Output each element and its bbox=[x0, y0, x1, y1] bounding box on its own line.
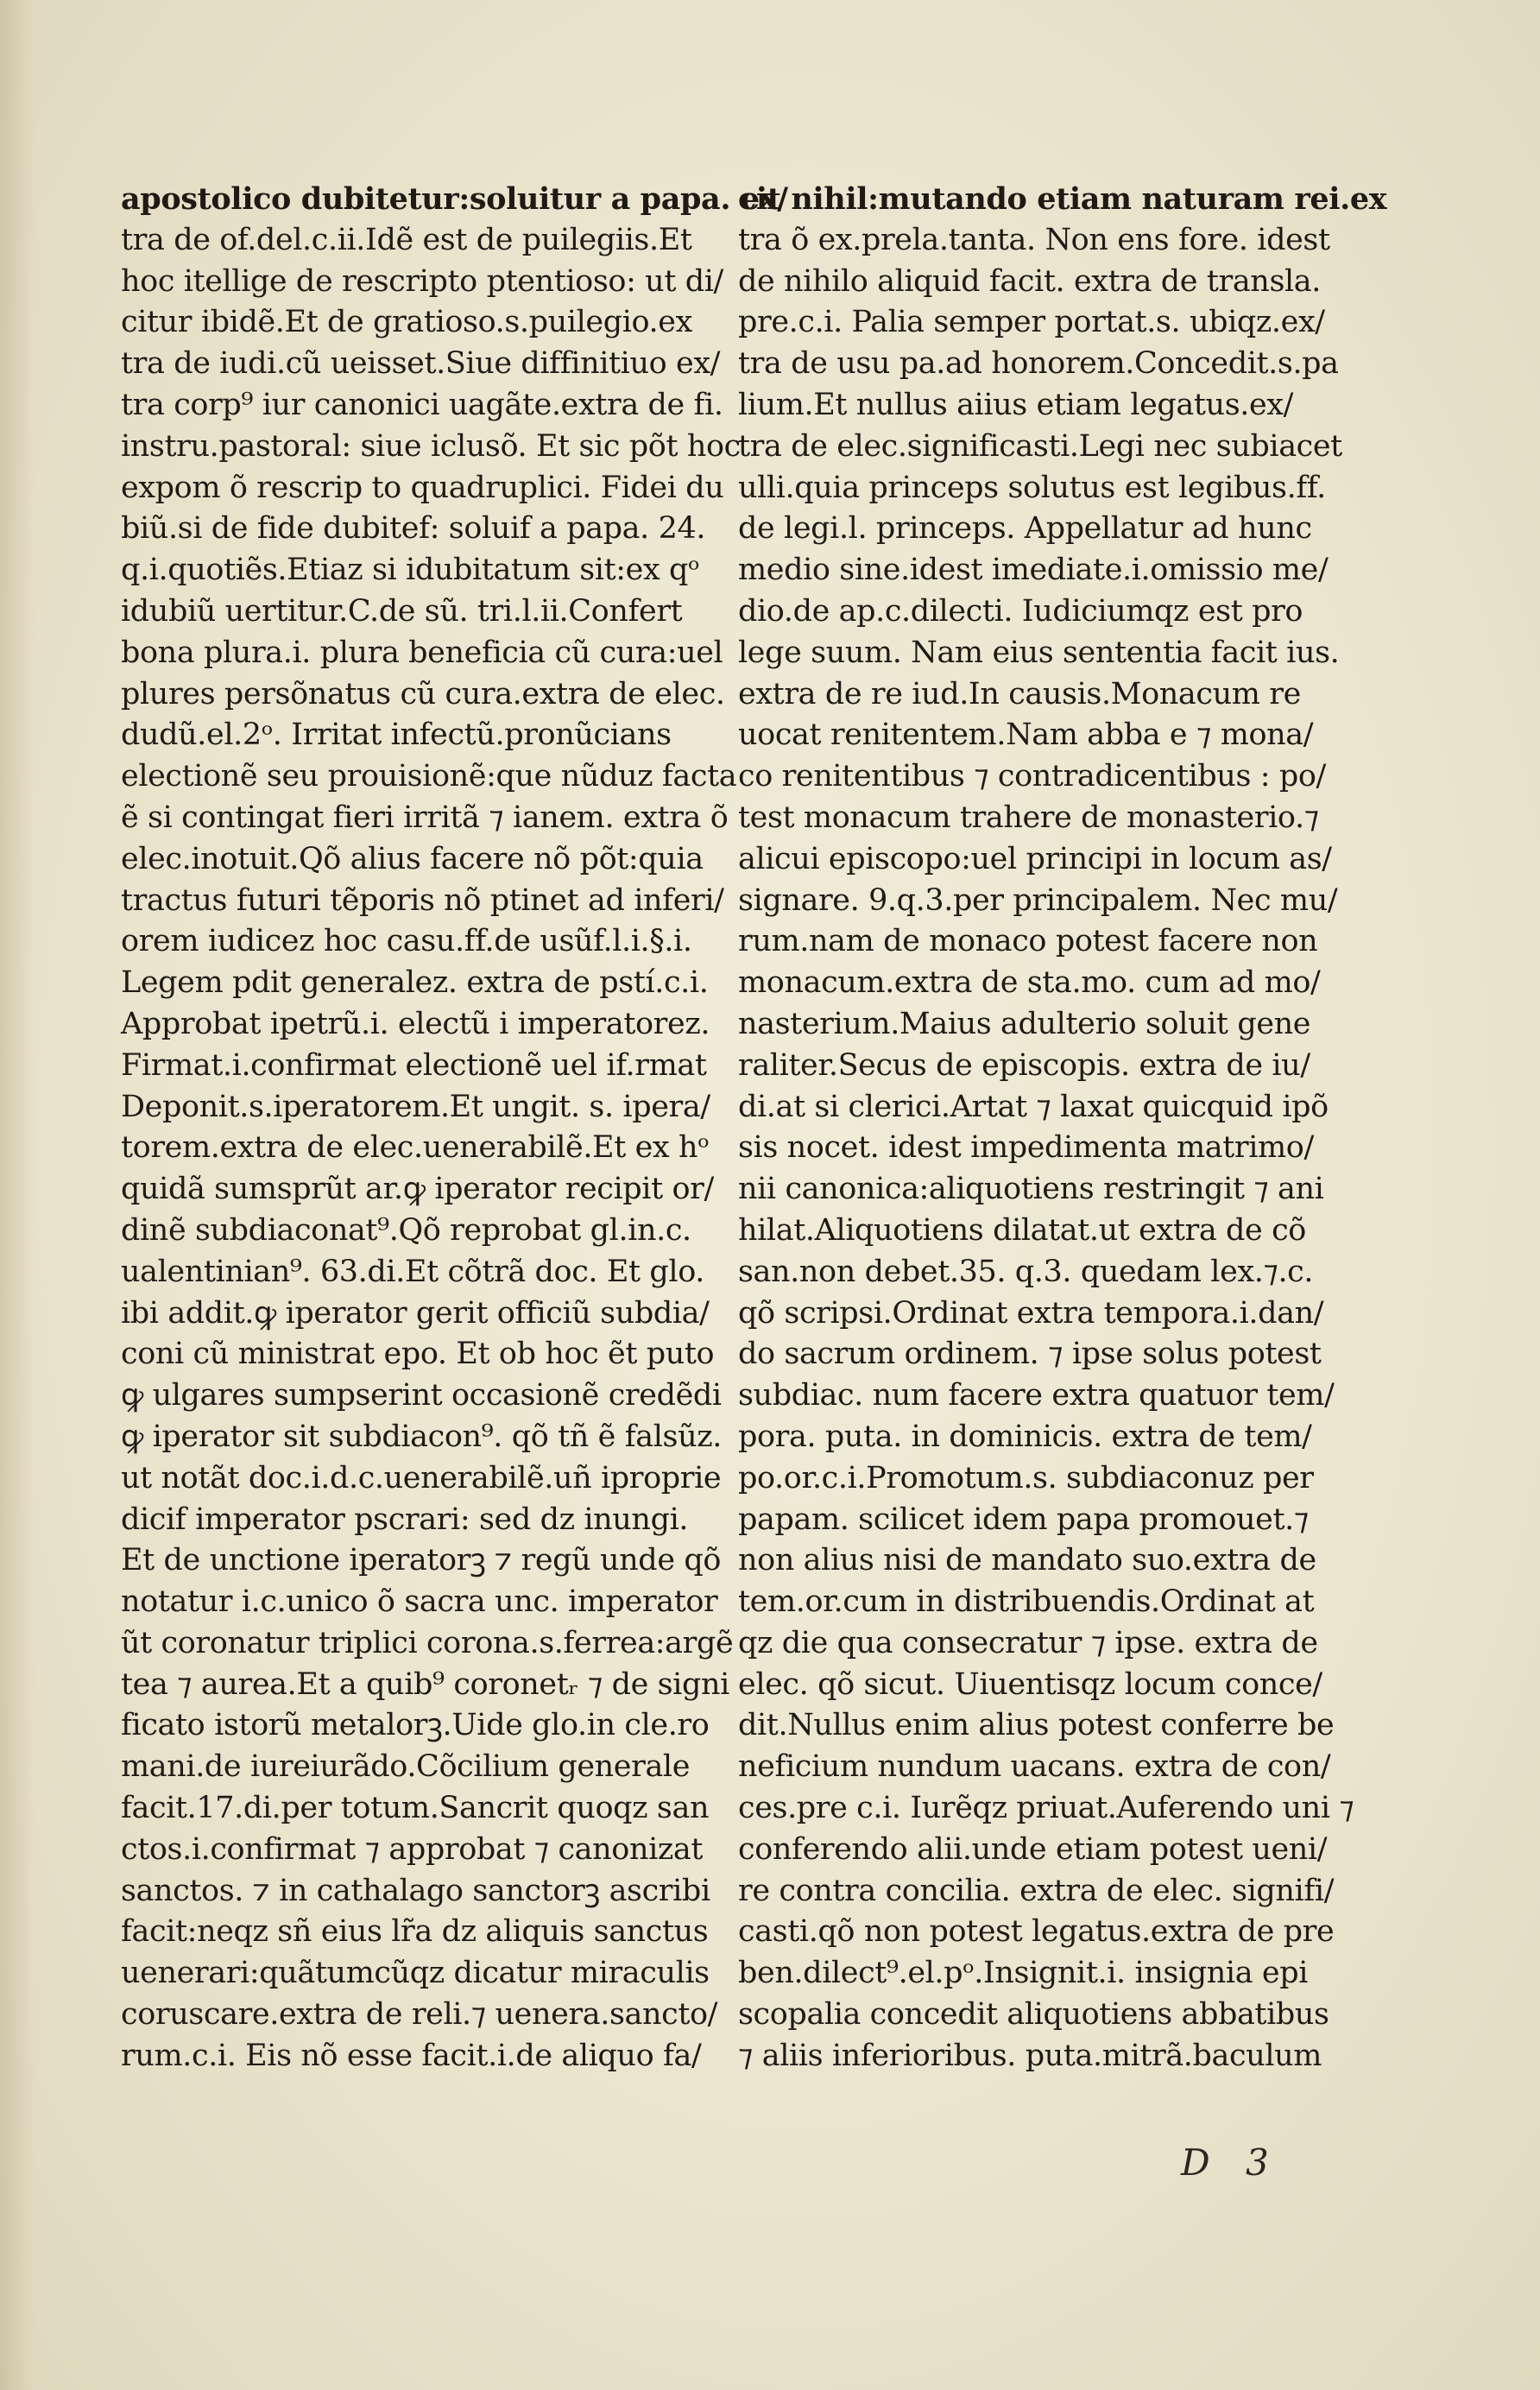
right-column-line: alicui episcopo:uel principi in locum as/ bbox=[738, 841, 1332, 876]
left-column-line: quidã sumsprũt ar.ꝙ iperator recipit or/ bbox=[121, 1172, 714, 1207]
left-column-line: tra de of.del.c.ii.Idẽ est de puilegiis.Et bbox=[121, 222, 692, 257]
right-text-column bbox=[738, 179, 1387, 2077]
left-column-line: uenerari:quãtumcũqz dicatur miraculis bbox=[121, 1956, 710, 1991]
right-column-line: sis nocet. idest impedimenta matrimo/ bbox=[738, 1130, 1314, 1166]
left-column-line: apostolico dubitetur:soluitur a papa. ex/ bbox=[121, 181, 788, 217]
right-column-line: ces.pre c.i. Iurẽqz priuat.Auferendo uni ⁊ bbox=[738, 1791, 1354, 1826]
left-column-line: q.i.quotiẽs.Etiaz si idubitatum sit:ex qᵒ bbox=[121, 553, 700, 588]
left-column-line: ut notãt doc.i.d.c.uenerabilẽ.uñ iproprie bbox=[121, 1460, 722, 1495]
page-edge-shadow bbox=[0, 0, 35, 2390]
left-column-line: biũ.si de fide dubitef: soluif a papa. 24. bbox=[121, 511, 706, 547]
left-column-line: orem iudicez hoc casu.ff.de usũf.l.i.§.i. bbox=[121, 924, 692, 959]
left-column-line: ꝙ iperator sit subdiacon⁹. qõ tñ ẽ falsũz. bbox=[121, 1419, 722, 1454]
right-column-line: re contra concilia. extra de elec. signifi/ bbox=[738, 1873, 1335, 1908]
right-column-line: neficium nundum uacans. extra de con/ bbox=[738, 1749, 1331, 1785]
left-column-line: ẽ si contingat fieri irritã ⁊ ianem. extra õ bbox=[121, 800, 729, 835]
left-text-column bbox=[121, 179, 788, 2077]
right-column-line: lege suum. Nam eius sententia facit ius. bbox=[738, 635, 1340, 670]
right-column-line: monacum.extra de sta.mo. cum ad mo/ bbox=[738, 965, 1321, 1001]
left-column-line: tra corp⁹ iur canonici uagãte.extra de fi. bbox=[121, 387, 723, 422]
left-column-line: ibi addit.ꝙ iperator gerit officiũ subdia/ bbox=[121, 1295, 710, 1331]
right-column-line: di.at si clerici.Artat ⁊ laxat quicquid ipõ bbox=[738, 1089, 1329, 1124]
left-column-line: sanctos. ⁊ in cathalago sanctorꝫ ascribi bbox=[121, 1873, 710, 1908]
left-column-line: coruscare.extra de reli.⁊ uenera.sancto/ bbox=[121, 1997, 718, 2033]
right-column-line: uocat renitentem.Nam abba e ⁊ mona/ bbox=[738, 718, 1314, 753]
left-column-line: citur ibidẽ.Et de gratioso.s.puilegio.ex bbox=[121, 305, 692, 340]
left-column-line: ficato istorũ metalorꝫ.Uide glo.in cle.ro bbox=[121, 1708, 710, 1743]
right-column-line: rum.nam de monaco potest facere non bbox=[738, 924, 1318, 959]
right-column-line: de legi.l. princeps. Appellatur ad hunc bbox=[738, 511, 1312, 547]
right-column-line: de nihilo aliquid facit. extra de transla. bbox=[738, 263, 1321, 299]
right-column-line: nasterium.Maius adulterio soluit gene bbox=[738, 1006, 1311, 1041]
right-column-line: extra de re iud.In causis.Monacum re bbox=[738, 676, 1301, 711]
left-column-line: coni cũ ministrat epo. Et ob hoc ẽt puto bbox=[121, 1337, 715, 1372]
right-column-line: tra de elec.significasti.Legi nec subiacet bbox=[738, 428, 1342, 464]
left-column-line: tractus futuri tẽporis nõ ptinet ad inferi/ bbox=[121, 882, 724, 918]
right-column-line: elec. qõ sicut. Uiuentisqz locum conce/ bbox=[738, 1666, 1322, 1702]
left-column-line: ualentinian⁹. 63.di.Et cõtrã doc. Et glo. bbox=[121, 1254, 704, 1289]
left-column-line: electionẽ seu prouisionẽ:que nũduz facta bbox=[121, 759, 737, 794]
left-column-line: notatur i.c.unico õ sacra unc. imperator bbox=[121, 1584, 718, 1620]
left-column-line: Firmat.i.confirmat electionẽ uel if.rmat bbox=[121, 1047, 707, 1083]
right-column-line: test monacum trahere de monasterio.⁊ bbox=[738, 800, 1319, 835]
left-column-line: hoc itellige de rescripto ptentioso: ut di/ bbox=[121, 263, 723, 299]
left-column-line: mani.de iureiurãdo.Cõcilium generale bbox=[121, 1749, 691, 1785]
left-column-line: torem.extra de elec.uenerabilẽ.Et ex hᵒ bbox=[121, 1130, 710, 1166]
left-column-line: Legem pdit generalez. extra de pstí.c.i. bbox=[121, 965, 709, 1001]
left-column-line: dudũ.el.2ᵒ. Irritat infectũ.pronũcians bbox=[121, 718, 672, 753]
right-column-line: medio sine.idest imediate.i.omissio me/ bbox=[738, 553, 1329, 588]
signature-mark: D 3 bbox=[1181, 2141, 1281, 2184]
left-column-line: facit:neqz sñ eius lr̃a dz aliquis sanctus bbox=[121, 1914, 709, 1950]
left-column-line: elec.inotuit.Qõ alius facere nõ põt:quia bbox=[121, 841, 704, 876]
left-column-line: rum.c.i. Eis nõ esse facit.i.de aliquo fa/ bbox=[121, 2038, 702, 2073]
right-column-line: tem.or.cum in distribuendis.Ordinat at bbox=[738, 1584, 1315, 1620]
right-column-line: san.non debet.35. q.3. quedam lex.⁊.c. bbox=[738, 1254, 1314, 1289]
left-column-line: facit.17.di.per totum.Sancrit quoqz san bbox=[121, 1791, 710, 1826]
right-column-line: dio.de ap.c.dilecti. Iudiciumqz est pro bbox=[738, 593, 1303, 629]
right-column-line: scopalia concedit aliquotiens abbatibus bbox=[738, 1997, 1329, 2033]
right-column-line: ulli.quia princeps solutus est legibus.ff. bbox=[738, 470, 1326, 505]
right-column-line: ben.dilect⁹.el.pᵒ.Insignit.i. insignia epi bbox=[738, 1956, 1308, 1991]
right-column-line: papam. scilicet idem papa promouet.⁊ bbox=[738, 1502, 1309, 1537]
right-column-line: tra de usu pa.ad honorem.Concedit.s.pa bbox=[738, 346, 1339, 382]
right-column-line: tra õ ex.prela.tanta. Non ens fore. idest bbox=[738, 222, 1330, 257]
right-column-line: raliter.Secus de episcopis. extra de iu/ bbox=[738, 1047, 1310, 1083]
left-column-line: expom õ rescrip to quadruplici. Fidei du bbox=[121, 470, 724, 505]
right-column-line: qõ scripsi.Ordinat extra tempora.i.dan/ bbox=[738, 1295, 1324, 1331]
left-column-line: tra de iudi.cũ ueisset.Siue diffinitiuo ex/ bbox=[121, 346, 721, 382]
right-column-line: nii canonica:aliquotiens restringit ⁊ ani bbox=[738, 1172, 1324, 1207]
right-column-line: cit nihil:mutando etiam naturam rei.ex bbox=[738, 181, 1387, 217]
right-column-line: qz die qua consecratur ⁊ ipse. extra de bbox=[738, 1625, 1318, 1660]
left-column-line: idubiũ uertitur.C.de sũ. tri.l.ii.Confert bbox=[121, 593, 683, 629]
right-column-line: signare. 9.q.3.per principalem. Nec mu/ bbox=[738, 882, 1338, 918]
right-column-line: pre.c.i. Palia semper portat.s. ubiqz.ex/ bbox=[738, 305, 1325, 340]
right-column-line: dit.Nullus enim alius potest conferre be bbox=[738, 1708, 1335, 1743]
right-column-line: do sacrum ordinem. ⁊ ipse solus potest bbox=[738, 1337, 1322, 1372]
left-column-line: instru.pastoral: siue iclusõ. Et sic põt hoc bbox=[121, 428, 741, 464]
left-column-line: tea ⁊ aurea.Et a quib⁹ coronetᵣ ⁊ de signi bbox=[121, 1666, 729, 1702]
right-column-line: po.or.c.i.Promotum.s. subdiaconuz per bbox=[738, 1460, 1314, 1495]
right-column-line: casti.qõ non potest legatus.extra de pre bbox=[738, 1914, 1335, 1950]
left-column-line: dinẽ subdiaconat⁹.Qõ reprobat gl.in.c. bbox=[121, 1212, 691, 1248]
right-column-line: lium.Et nullus aiius etiam legatus.ex/ bbox=[738, 387, 1294, 422]
right-column-line: hilat.Aliquotiens dilatat.ut extra de cõ bbox=[738, 1212, 1306, 1248]
left-column-line: Deponit.s.iperatorem.Et ungit. s. ipera/ bbox=[121, 1089, 710, 1124]
left-column-line: ctos.i.confirmat ⁊ approbat ⁊ canonizat bbox=[121, 1831, 704, 1867]
right-column-line: conferendo alii.unde etiam potest ueni/ bbox=[738, 1831, 1328, 1867]
right-column-line: ⁊ aliis inferioribus. puta.mitrã.baculum bbox=[738, 2038, 1322, 2073]
left-column-line: ꝙ ulgares sumpserint occasionẽ credẽdi bbox=[121, 1378, 722, 1413]
right-column-line: co renitentibus ⁊ contradicentibus : po/ bbox=[738, 759, 1326, 794]
right-column-line: pora. puta. in dominicis. extra de tem/ bbox=[738, 1419, 1312, 1454]
left-column-line: Approbat ipetrũ.i. electũ i imperatorez. bbox=[121, 1006, 710, 1041]
left-column-line: ũt coronatur triplici corona.s.ferrea:argẽ bbox=[121, 1625, 734, 1660]
left-column-line: Et de unctione iperatorꝫ ⁊ regũ unde qõ bbox=[121, 1543, 722, 1578]
left-column-line: plures persõnatus cũ cura.extra de elec. bbox=[121, 676, 725, 711]
right-column-line: non alius nisi de mandato suo.extra de bbox=[738, 1543, 1316, 1578]
right-column-line: subdiac. num facere extra quatuor tem/ bbox=[738, 1378, 1335, 1413]
left-column-line: dicif imperator pscrari: sed dz inungi. bbox=[121, 1502, 689, 1537]
left-column-line: bona plura.i. plura beneficia cũ cura:uel bbox=[121, 635, 723, 670]
